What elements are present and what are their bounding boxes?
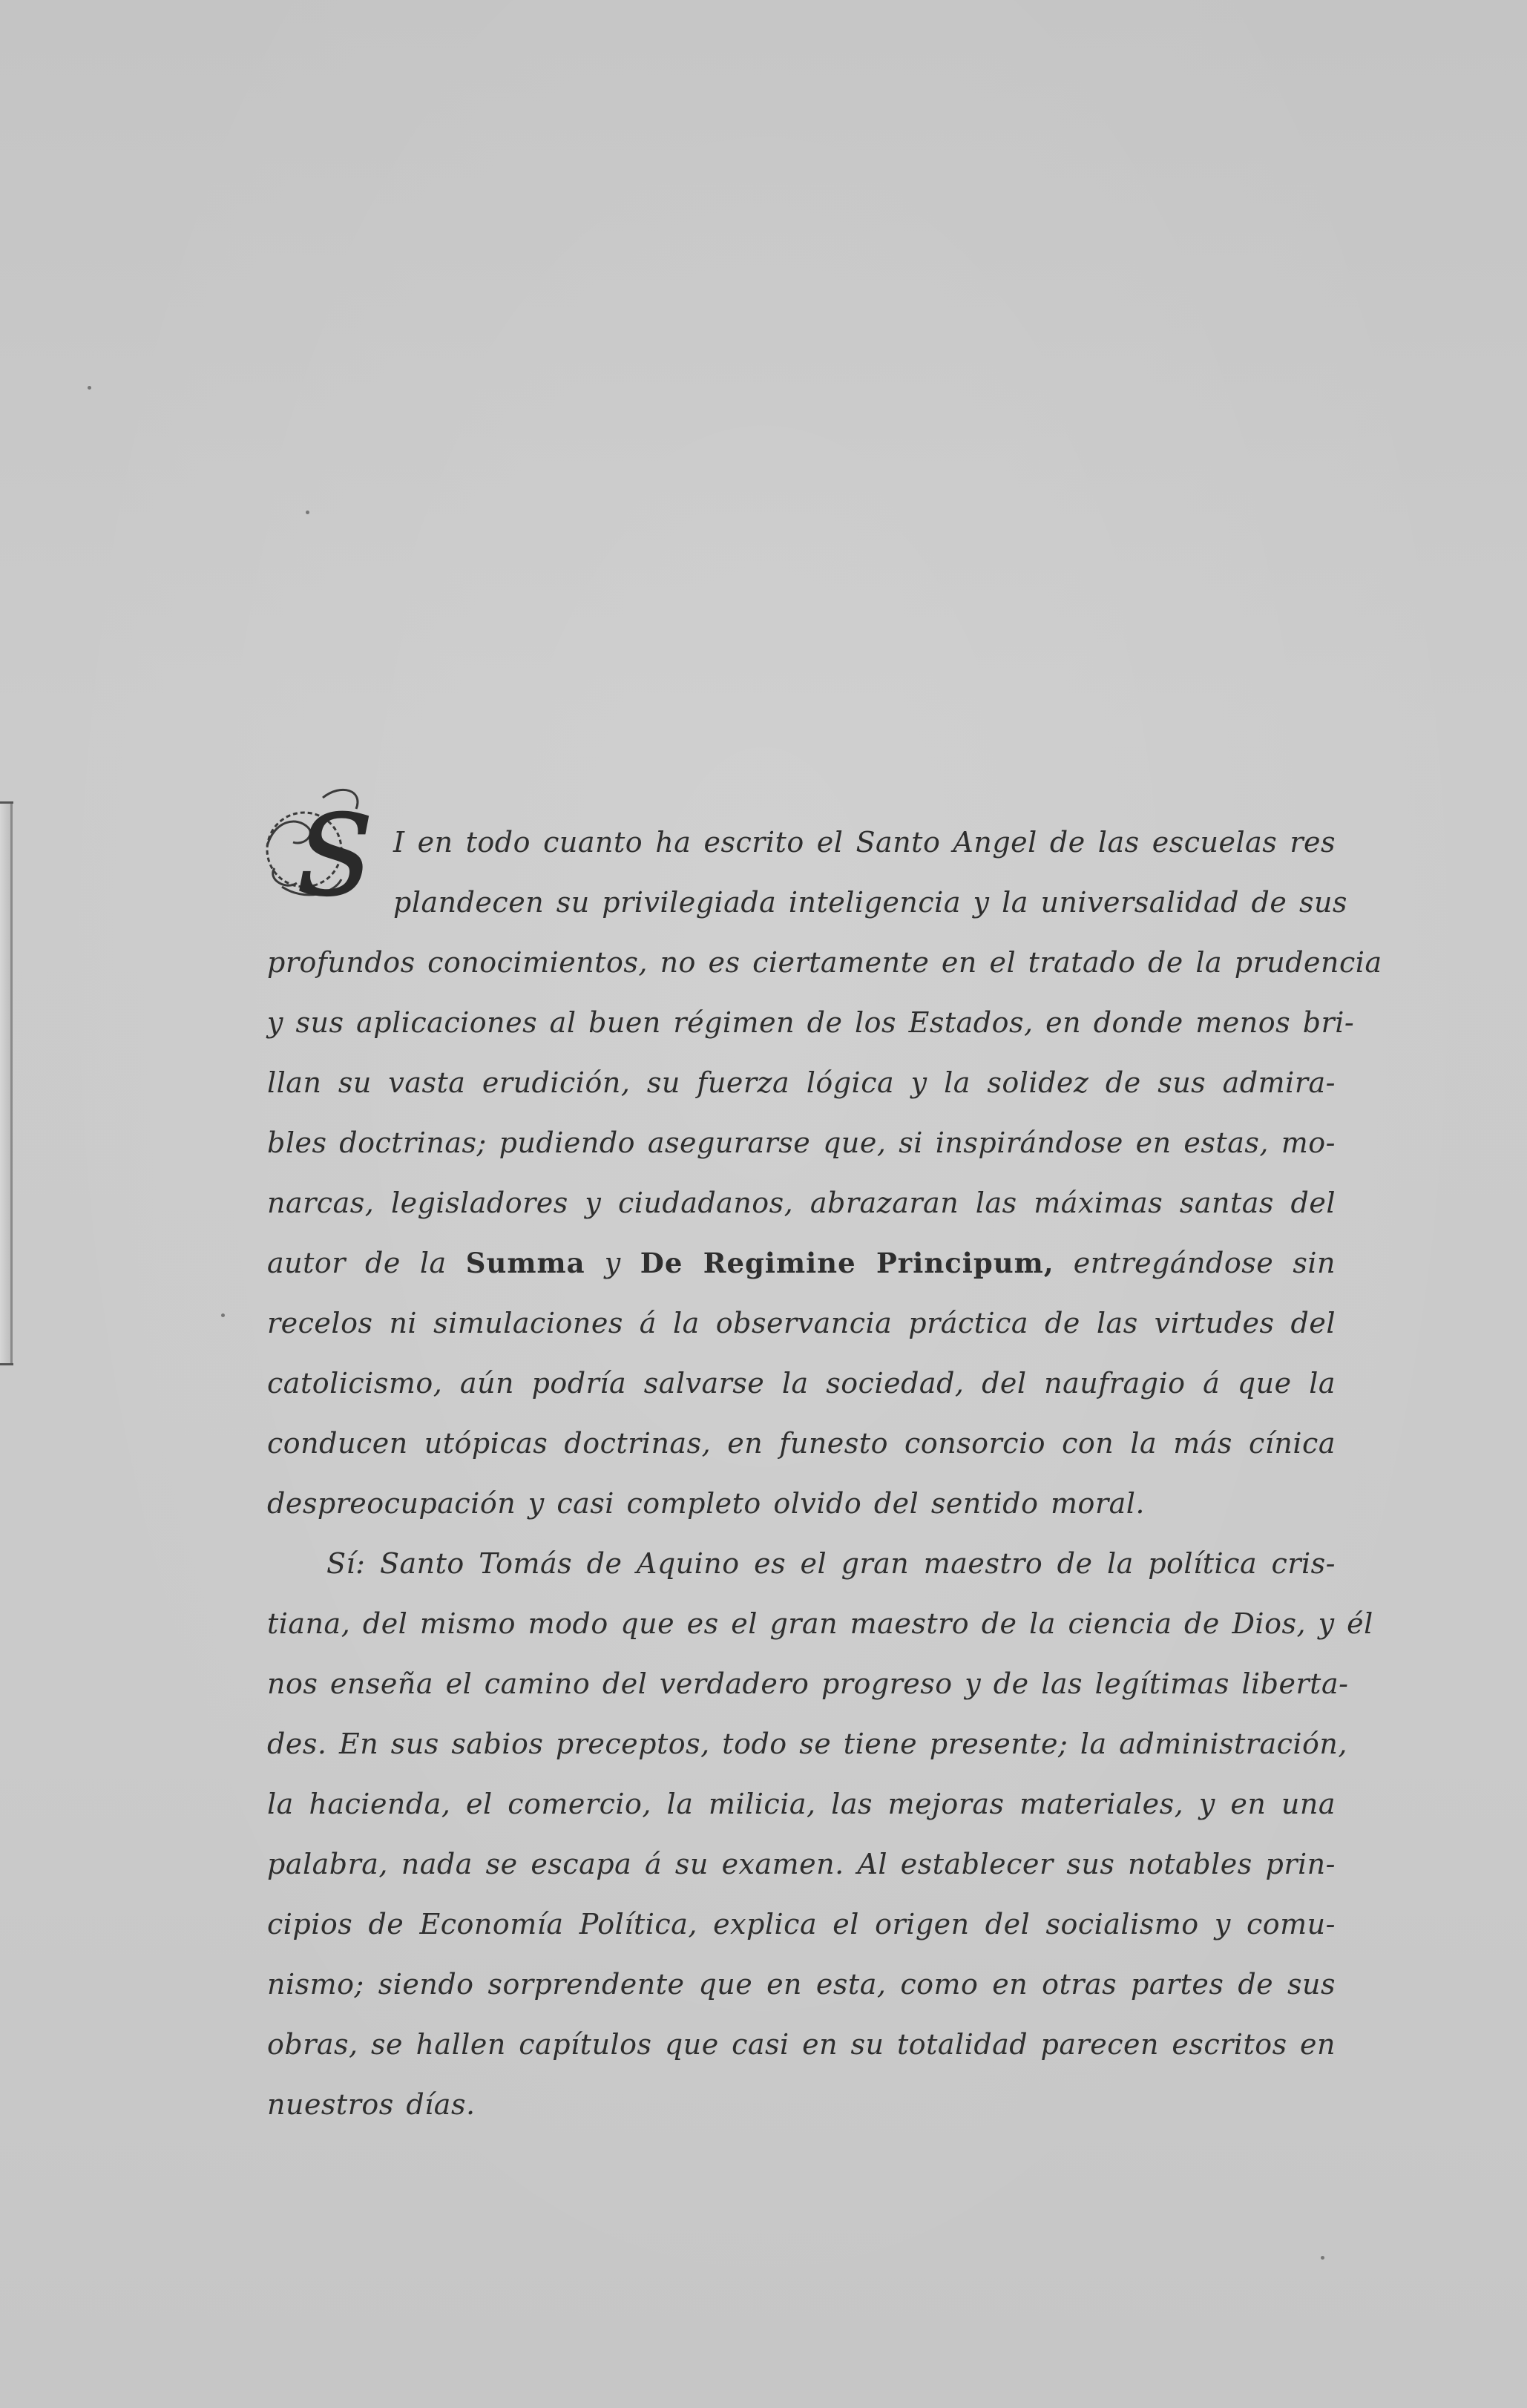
paper-speck xyxy=(221,1313,225,1317)
text-line: tiana, del mismo modo que es el gran maestro de la ciencia de Dios, y él xyxy=(267,1607,1373,1640)
text-fragment: entregándose sin xyxy=(1073,1247,1336,1279)
paper-speck xyxy=(1321,2256,1324,2260)
text-line: conducen utópicas doctrinas, en funesto consorcio con la más cínica xyxy=(267,1427,1336,1460)
text-line: I en todo cuanto ha escrito el Santo Angel de las escuelas res xyxy=(393,826,1336,859)
paragraph-1 xyxy=(267,813,1382,1534)
text-line: nismo; siendo sorprendente que en esta, como en otras partes de sus xyxy=(267,1968,1336,2001)
text-line-with-titles xyxy=(267,1233,1336,1293)
text-line: narcas, legisladores y ciudadanos, abrazaran las máximas santas del xyxy=(267,1187,1336,1219)
text-line: bles doctrinas; pudiendo asegurarse que, si inspirándose en estas, mo- xyxy=(267,1126,1336,1159)
paper-speck xyxy=(88,386,91,390)
text-line: nos enseña el camino del verdadero progreso y de las legítimas liberta- xyxy=(267,1667,1349,1700)
page-edge xyxy=(0,801,13,1365)
text-line: palabra, nada se escapa á su examen. Al establecer sus notables prin- xyxy=(267,1848,1336,1880)
paper-speck xyxy=(306,511,309,514)
text-line: llan su vasta erudición, su fuerza lógica y la solidez de sus admira- xyxy=(267,1066,1336,1099)
paragraph-2 xyxy=(267,1534,1373,2135)
work-title: De Regimine Principum, xyxy=(640,1247,1054,1279)
work-title: Summa xyxy=(465,1247,585,1279)
text-line: plandecen su privilegiada inteligencia y la universalidad de sus xyxy=(393,886,1347,919)
text-line: obras, se hallen capítulos que casi en su totalidad parecen escritos en xyxy=(267,2028,1336,2061)
text-fragment: autor de la xyxy=(267,1247,447,1279)
body-text xyxy=(267,813,1382,2135)
initial-letter: S xyxy=(297,792,373,916)
text-line: catolicismo, aún podría salvarse la sociedad, del naufragio á que la xyxy=(267,1367,1336,1400)
text-line: recelos ni simulaciones á la observancia práctica de las virtudes del xyxy=(267,1307,1336,1339)
text-line: y sus aplicaciones al buen régimen de los Estados, en donde menos bri- xyxy=(267,1006,1355,1039)
text-line: despreocupación y casi completo olvido del sentido moral. xyxy=(267,1487,1145,1520)
text-line: Sí: Santo Tomás de Aquino es el gran maestro de la política cris- xyxy=(326,1547,1336,1580)
text-line: la hacienda, el comercio, la milicia, las mejoras materiales, y en una xyxy=(267,1788,1336,1820)
text-fragment: y xyxy=(604,1247,621,1279)
text-line: des. En sus sabios preceptos, todo se tiene presente; la administración, xyxy=(267,1728,1347,1760)
text-line: cipios de Economía Política, explica el origen del socialismo y comu- xyxy=(267,1908,1336,1940)
text-line: nuestros días. xyxy=(267,2088,476,2121)
text-line: profundos conocimientos, no es ciertamente en el tratado de la prudencia xyxy=(267,946,1382,979)
